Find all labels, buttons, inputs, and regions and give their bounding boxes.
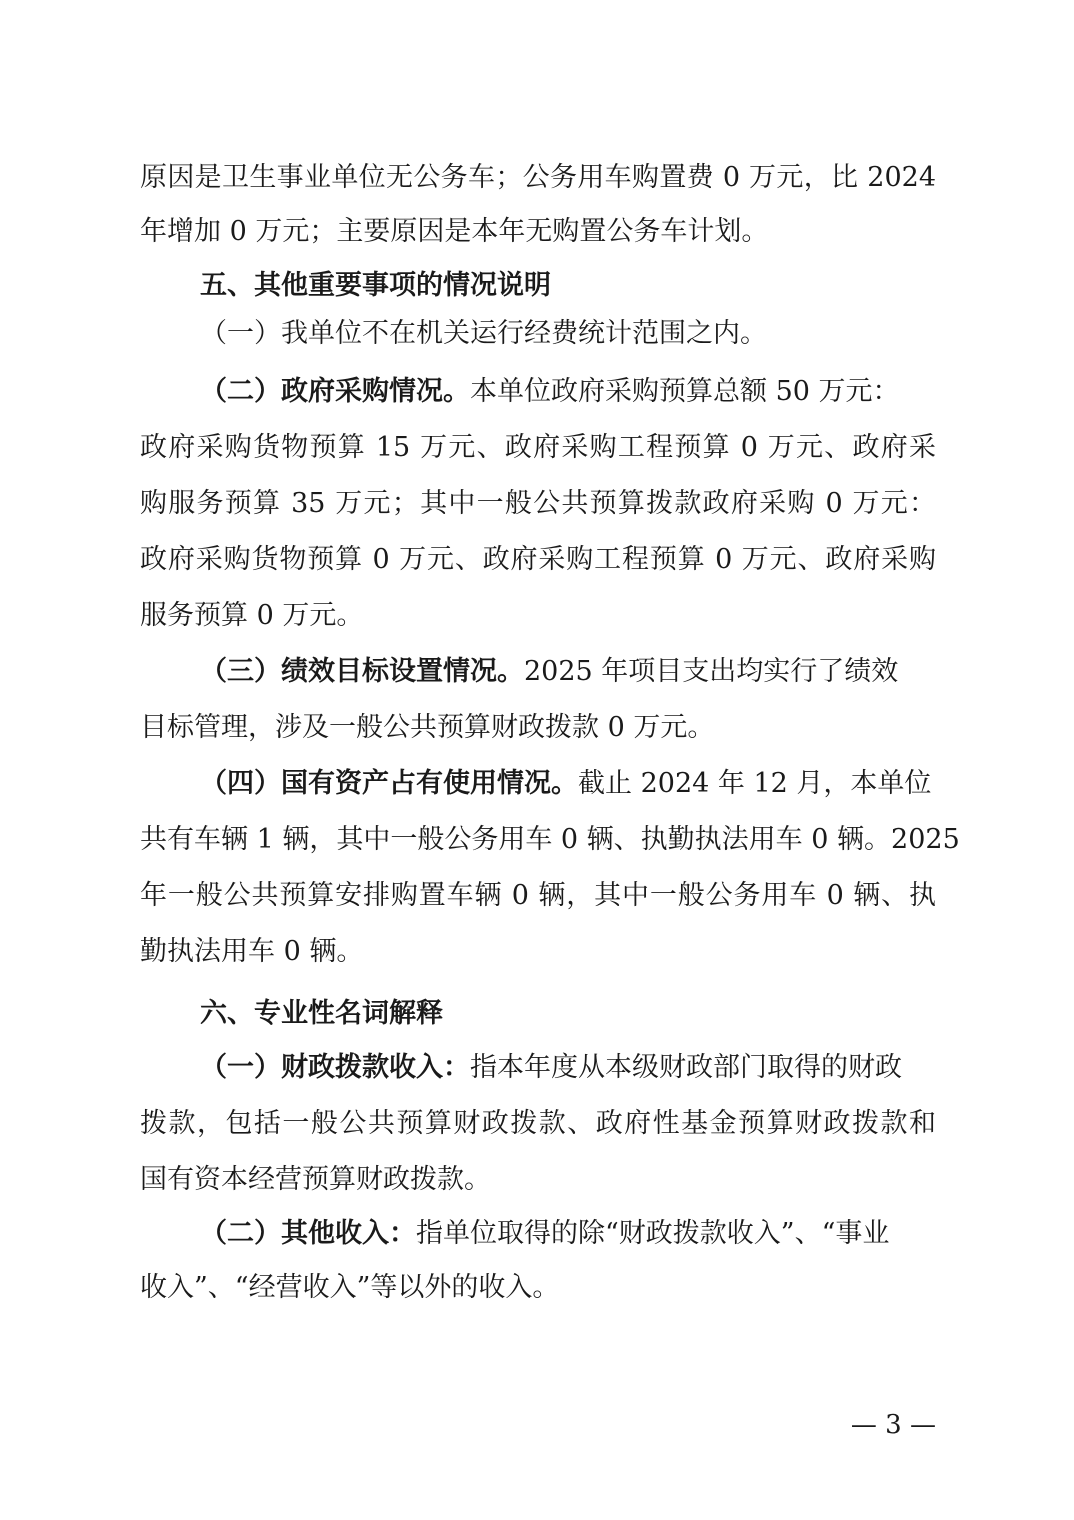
- paragraph-line: [200, 372, 936, 412]
- page-number: — 3 —: [850, 1410, 936, 1440]
- paragraph-line: 政府采购货物预算 0 万元、政府采购工程预算 0 万元、政府采购: [140, 544, 936, 575]
- paragraph-line: 原因是卫生事业单位无公务车；公务用车购置费 0 万元，比 2024: [140, 162, 936, 193]
- paragraph-line: [200, 1048, 936, 1088]
- paragraph-line: [200, 652, 936, 692]
- paragraph-text: 截止 2024 年 12 月，本单位: [578, 768, 932, 799]
- paragraph-line: [200, 1214, 936, 1254]
- subheading-other-income: （二）其他收入：: [200, 1218, 416, 1249]
- section-heading-6: 六、专业性名词解释: [200, 998, 443, 1029]
- paragraph-line: 目标管理，涉及一般公共预算财政拨款 0 万元。: [140, 712, 715, 743]
- paragraph-line: 年增加 0 万元；主要原因是本年无购置公务车计划。: [140, 216, 769, 247]
- paragraph-text: 指单位取得的除“财政拨款收入”、“事业: [416, 1218, 890, 1249]
- section-heading-5: 五、其他重要事项的情况说明: [200, 270, 551, 301]
- paragraph-line: 政府采购货物预算 15 万元、政府采购工程预算 0 万元、政府采: [140, 432, 936, 463]
- paragraph-line: 收入”、“经营收入”等以外的收入。: [140, 1272, 560, 1303]
- paragraph-text: 本单位政府采购预算总额 50 万元：: [470, 376, 900, 407]
- paragraph-text: 指本年度从本级财政部门取得的财政: [470, 1052, 902, 1083]
- paragraph-line: 国有资本经营预算财政拨款。: [140, 1164, 491, 1195]
- paragraph-line: 年一般公共预算安排购置车辆 0 辆，其中一般公务用车 0 辆、执: [140, 880, 936, 911]
- paragraph-line: [200, 764, 936, 804]
- paragraph-line: 共有车辆 1 辆，其中一般公务用车 0 辆、执勤执法用车 0 辆。2025: [140, 824, 960, 855]
- subheading-assets: （四）国有资产占有使用情况。: [200, 768, 578, 799]
- subheading-procurement: （二）政府采购情况。: [200, 376, 470, 407]
- paragraph-line: 拨款，包括一般公共预算财政拨款、政府性基金预算财政拨款和: [140, 1108, 936, 1139]
- paragraph-line: 勤执法用车 0 辆。: [140, 936, 364, 967]
- subheading-fiscal-income: （一）财政拨款收入：: [200, 1052, 470, 1083]
- paragraph-line: 服务预算 0 万元。: [140, 600, 364, 631]
- paragraph-line: 购服务预算 35 万元；其中一般公共预算拨款政府采购 0 万元：: [140, 488, 936, 519]
- subheading-performance: （三）绩效目标设置情况。: [200, 656, 524, 687]
- paragraph-text: 2025 年项目支出均实行了绩效: [524, 656, 899, 687]
- paragraph-line: （一）我单位不在机关运行经费统计范围之内。: [200, 318, 767, 349]
